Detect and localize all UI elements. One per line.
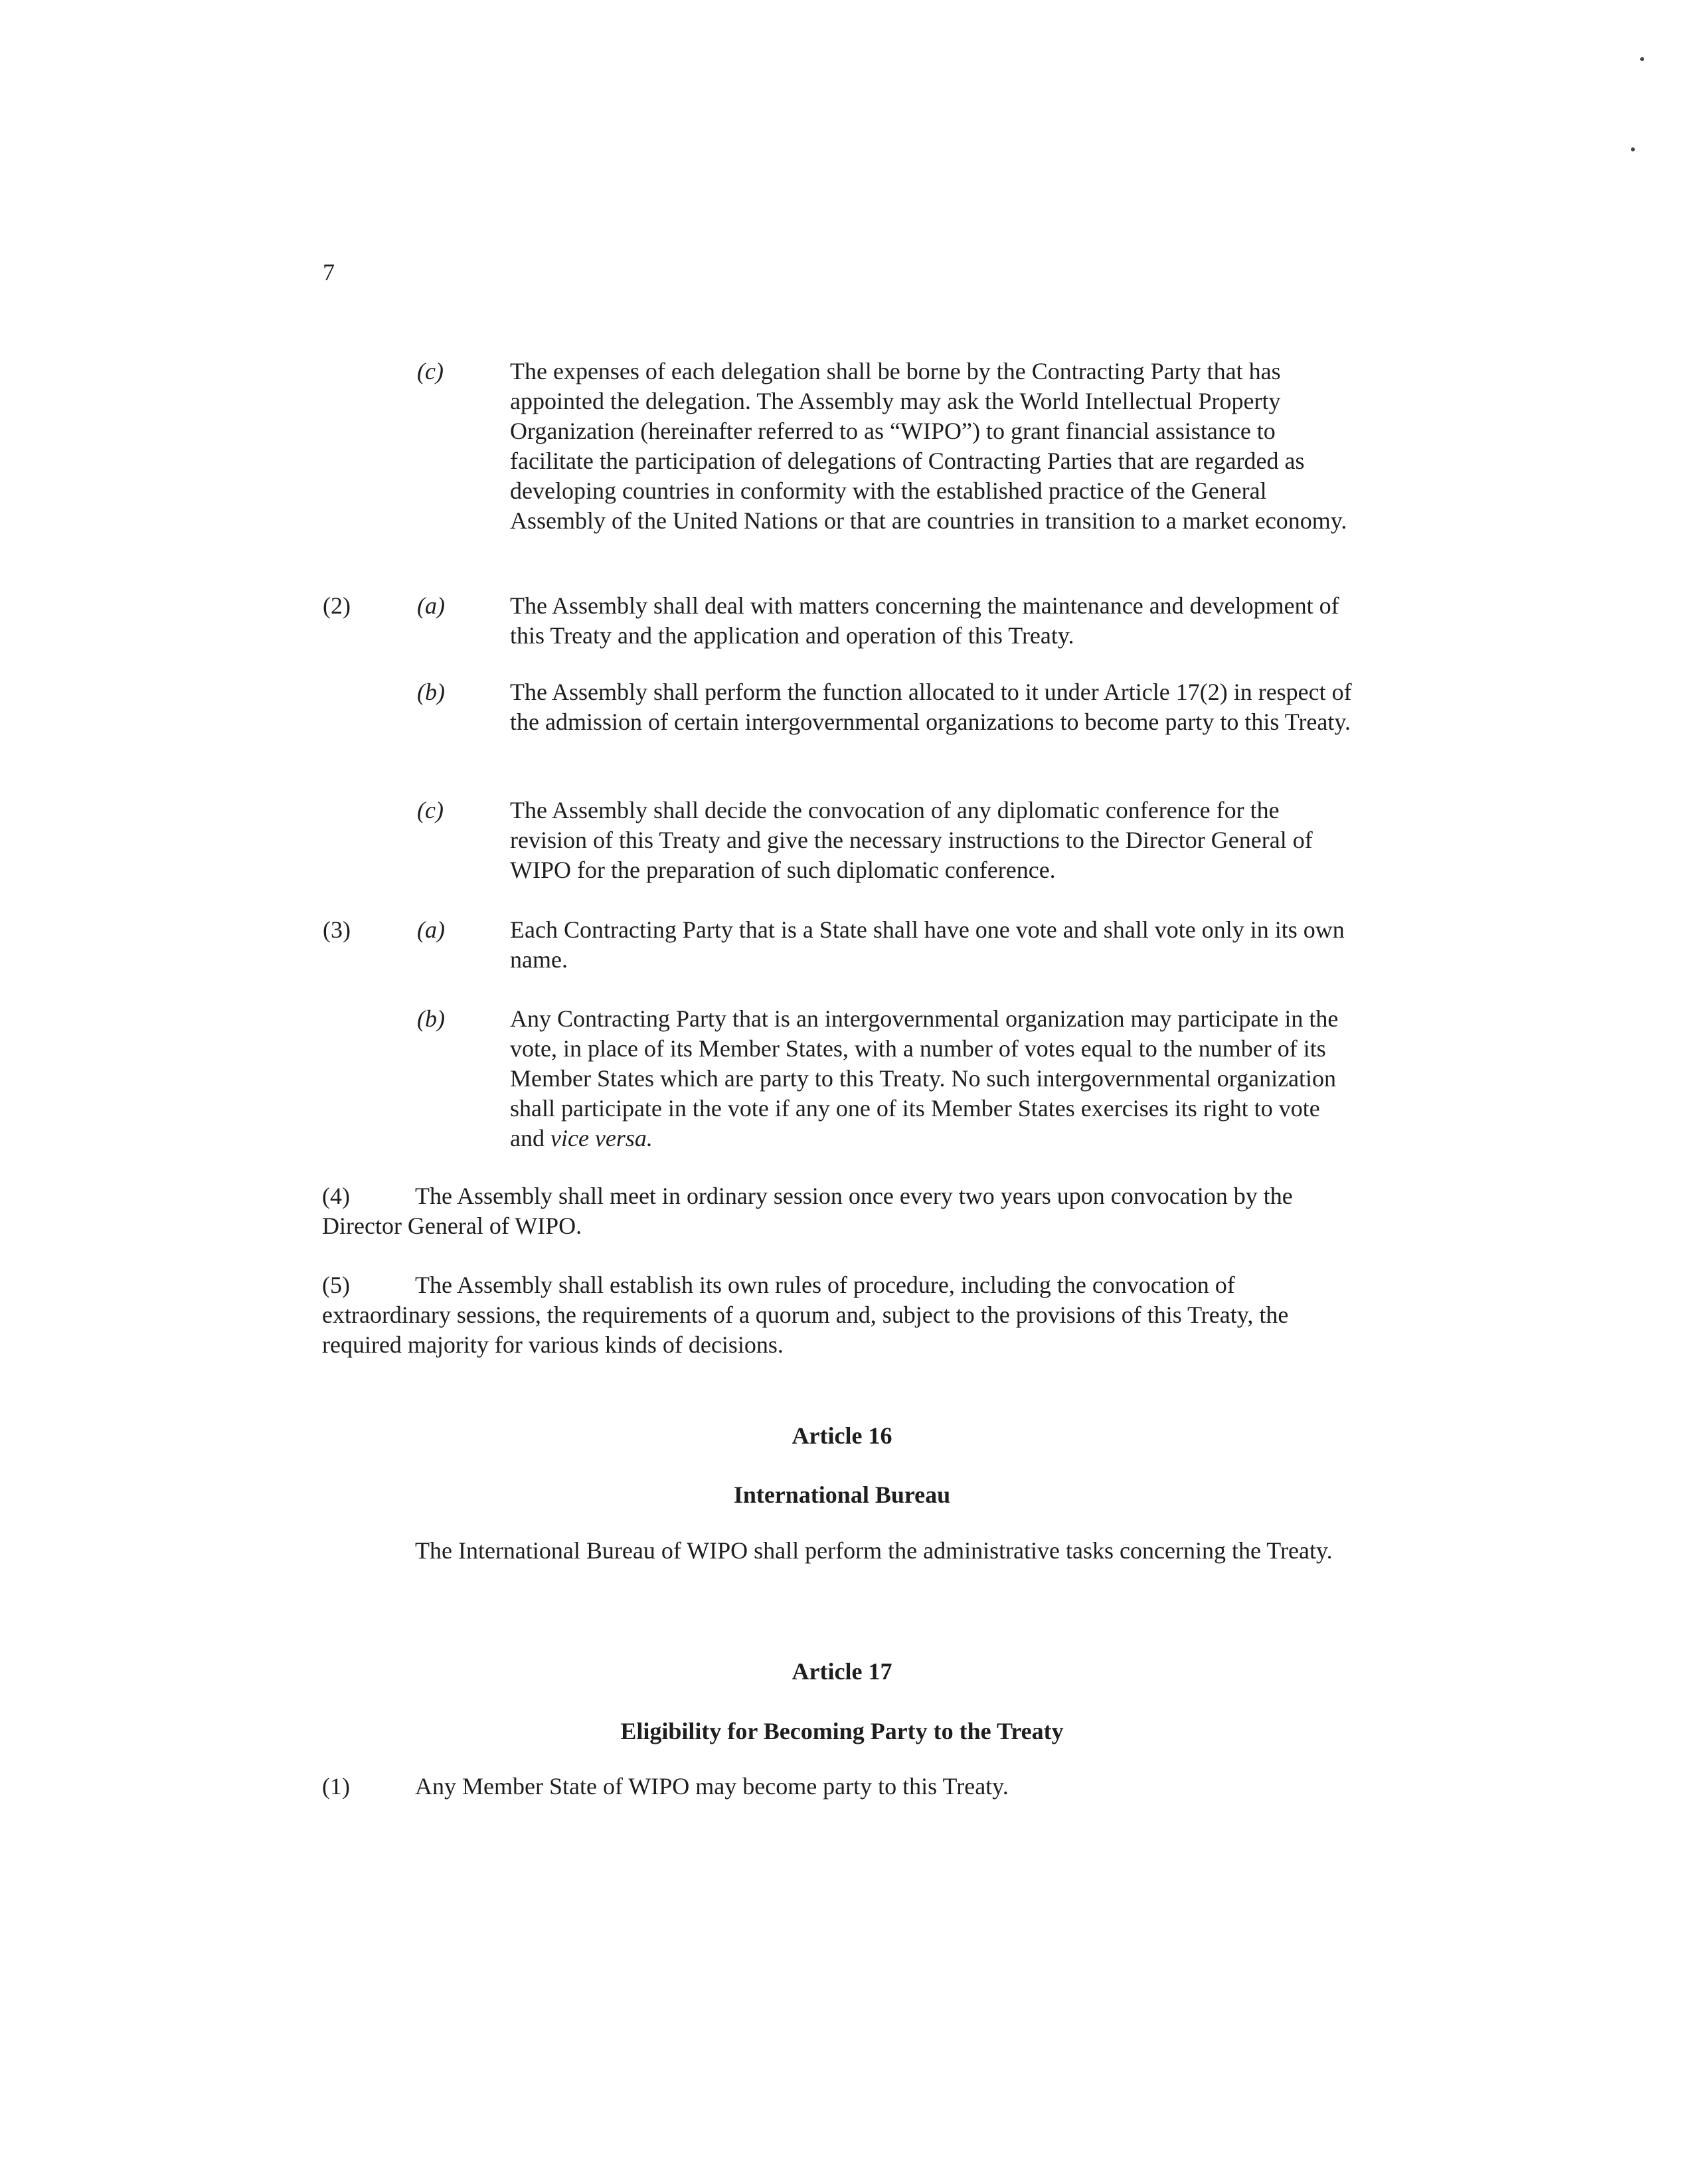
article-16-title: International Bureau: [733, 1481, 951, 1508]
paragraph-number: (3): [323, 916, 351, 943]
item-letter: (a): [417, 916, 445, 943]
paragraph-number: (1): [322, 1773, 350, 1800]
item-text: The Assembly shall decide the convocation of any diplomatic conference for the revision of this Treaty and give the necessary instructions to the Director General of WIPO for the preparation of such diplomatic conference.: [510, 797, 1313, 883]
article-16-text: [322, 1536, 1351, 1566]
item-text-wrapper: [510, 1004, 1353, 1153]
item-text: The expenses of each delegation shall be borne by the Contracting Party that has appointed the delegation. The Assembly may ask the World Intellectual Property Organization (hereinafter referred to as “WIPO”) to grant financial assistance to facilitate the participation of delegations of Contracting Parties that are regarded as developing countries in conformity with the established practice of the General Assembly of the United Nations or that are countries in transition to a market economy.: [510, 358, 1347, 534]
item-letter: (b): [417, 1005, 445, 1032]
scan-speck-mark: [1640, 57, 1644, 61]
paragraph-15-4: [322, 1181, 1351, 1241]
item-text: The Assembly shall deal with matters concerning the maintenance and development of this Treaty and the application and operation of this Treaty.: [510, 592, 1339, 649]
paragraph-text: The International Bureau of WIPO shall perform the administrative tasks concerning the Treaty.: [415, 1537, 1333, 1564]
item-text: Any Contracting Party that is an intergovernmental organization may participate in the vote, in place of its Member States, with a number of votes equal to the number of its Member States which are party to this Treaty. No such intergovernmental organization shall participate in the vote if any one of its Member States exercises its right to vote and: [510, 1005, 1339, 1151]
paragraph-number: (4): [322, 1183, 350, 1209]
item-text: Each Contracting Party that is a State shall have one vote and shall vote only in its own name.: [510, 916, 1345, 973]
italic-phrase: vice versa.: [550, 1125, 653, 1151]
scan-speck-mark: [1631, 147, 1635, 151]
page-number: 7: [323, 259, 335, 286]
item-letter: (c): [417, 797, 444, 823]
paragraph-17-1: [322, 1772, 1351, 1802]
item-letter: (b): [417, 679, 445, 705]
article-17-heading: Article 17: [792, 1658, 892, 1685]
item-letter: (a): [417, 592, 445, 619]
paragraph-text: Any Member State of WIPO may become party to this Treaty.: [415, 1773, 1009, 1800]
paragraph-number: (5): [322, 1272, 350, 1298]
article-16-heading: Article 16: [792, 1422, 892, 1449]
paragraph-15-5: [322, 1270, 1351, 1360]
paragraph-number: (2): [323, 592, 351, 619]
item-letter: (c): [417, 358, 444, 384]
paragraph-text: The Assembly shall establish its own rules of procedure, including the convocation of extraordinary sessions, the requirements of a quorum and, subject to the provisions of this Treaty, the required majority for various kinds of decisions.: [322, 1272, 1289, 1358]
article-17-title: Eligibility for Becoming Party to the Treaty: [620, 1718, 1064, 1744]
item-text: The Assembly shall perform the function allocated to it under Article 17(2) in respect of the admission of certain intergovernmental organizations to become party to this Treaty.: [510, 679, 1352, 735]
paragraph-text: The Assembly shall meet in ordinary session once every two years upon convocation by the Director General of WIPO.: [322, 1183, 1293, 1239]
